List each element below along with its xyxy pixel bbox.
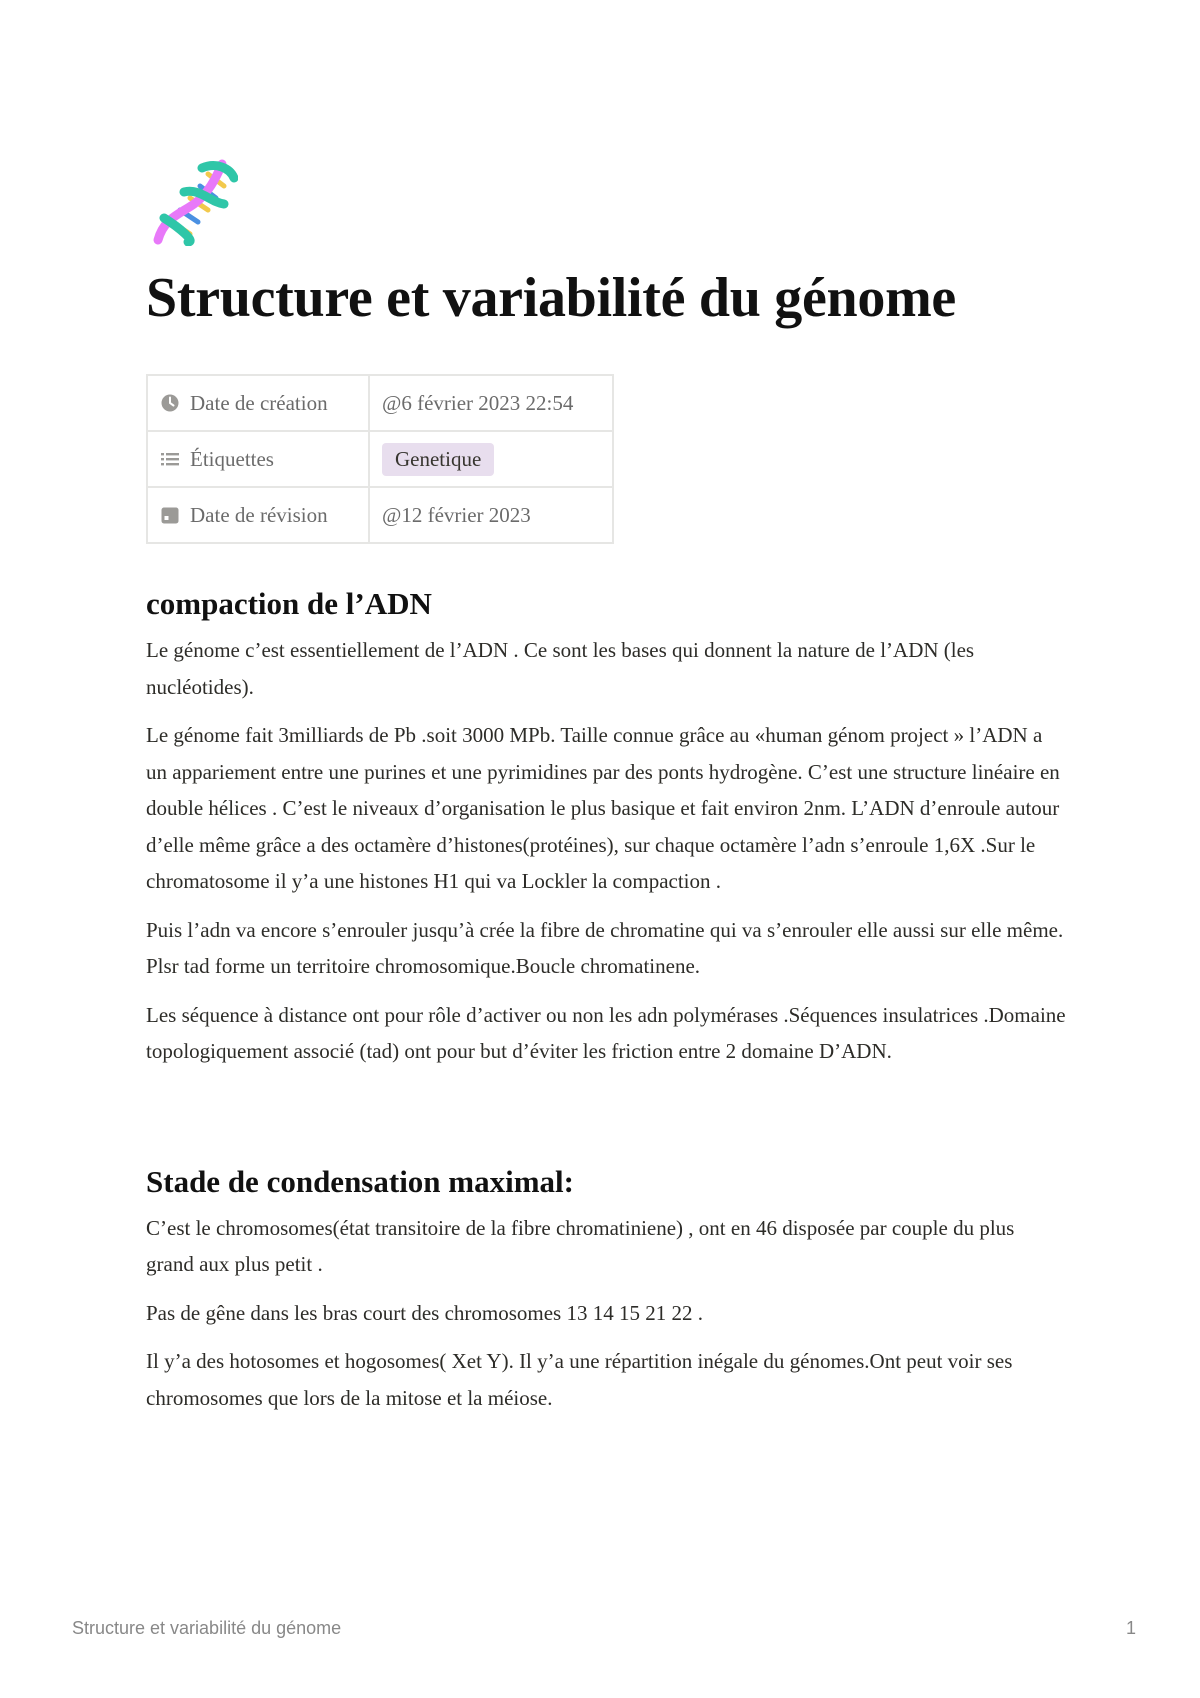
paragraph: Le génome c’est essentiellement de l’ADN . Ce sont les bases qui donnent la nature de l’ADN (les nucléotides). xyxy=(146,638,975,699)
property-row-etiquettes xyxy=(147,431,613,487)
paragraph: C’est le chromosomes(état transitoire de la fibre chromatiniene) , ont en 46 disposée par couple du plus grand aux plus petit . xyxy=(146,1215,1015,1276)
property-label: Date de création xyxy=(190,390,328,415)
paragraph: Le génome fait 3milliards de Pb .soit 3000 MPb. Taille connue grâce au «human génom project » l’ADN a un appariement entre une purines et une pyrimidines par des ponts hydrogène. C’est une structure linéaire en double hélices . C’est le niveaux d’organisation le plus basique et fait environ 2nm. L’ADN d’enroule autour d’elle même grâce a des octamère d’histones(protéines), sur chaque octamère l’adn s’enroule 1,6X .Sur le chromatosome il y’a une histones H1 qui va Lockler la compaction . xyxy=(146,723,1060,893)
property-label: Date de révision xyxy=(190,502,328,527)
page-content xyxy=(146,582,1066,1416)
page-title: Structure et variabilité du génome xyxy=(146,267,956,329)
section-heading-condensation: Stade de condensation maximal: xyxy=(146,1163,574,1199)
clock-icon xyxy=(160,393,180,413)
paragraph: Puis l’adn va encore s’enrouler jusqu’à crée la fibre de chromatine qui va s’enrouler elle aussi sur elle même. Plsr tad forme un territoire chromosomique.Boucle chromatinene. xyxy=(146,917,1064,978)
properties-table xyxy=(146,374,614,544)
list-icon xyxy=(160,449,180,469)
paragraph: Pas de gêne dans les bras court des chromosomes 13 14 15 21 22 . xyxy=(146,1300,703,1325)
date-creation-value[interactable]: @6 février 2023 22:54 xyxy=(369,375,613,431)
paragraph: Les séquence à distance ont pour rôle d’activer ou non les adn polymérases .Séquences insulatrices .Domaine topologiquement associé (tad) ont pour but d’éviter les friction entre 2 domaine D’ADN. xyxy=(146,1002,1066,1063)
calendar-icon xyxy=(160,505,180,525)
footer-title: Structure et variabilité du génome xyxy=(72,1618,342,1638)
property-row-date-revision xyxy=(147,487,613,543)
paragraph: Il y’a des hotosomes et hogosomes( Xet Y). Il y’a une répartition inégale du génomes.Ont peut voir ses chromosomes que lors de la mitose et la méiose. xyxy=(146,1349,1013,1410)
tag-genetique[interactable]: Genetique xyxy=(382,443,494,476)
property-label: Étiquettes xyxy=(190,446,274,471)
date-revision-value[interactable]: @12 février 2023 xyxy=(369,487,613,543)
section-heading-compaction: compaction de l’ADN xyxy=(146,586,432,621)
footer-page-number: 1 xyxy=(1125,1618,1136,1638)
dna-emoji-icon xyxy=(150,158,238,246)
property-row-date-creation xyxy=(147,375,613,431)
